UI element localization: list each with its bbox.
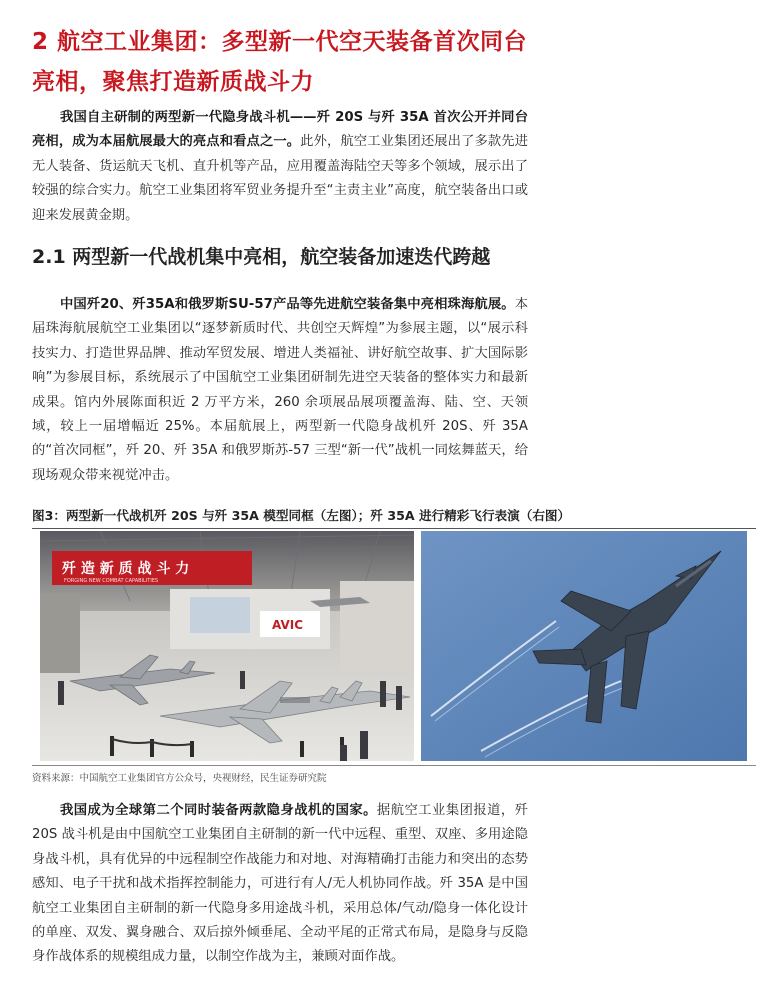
banner-title: 歼 造 新 质 战 斗 力 (62, 561, 190, 577)
intro-paragraph (32, 106, 528, 228)
figure-source: 资料来源：中国航空工业集团官方公众号，央视财经，民生证券研究院 (32, 765, 756, 784)
exhibition-body: 本届珠海航展航空工业集团以“逐梦新质时代、共创空天辉煌”为参展主题，以“展示科技实力、打造世界品牌、推动军贸发展、增进人类福祉、讲好航空故事、扩大国际影响”为参展目标，系统展示了中国航空工业集团研制先进空天装备的整体实力和最新成果。馆内外展陈面积近 2 万平方米，260 余项展品展项覆盖海、陆、空、天领域，较上一届增幅近 25%。本届航展上，两型新一代隐身战机歼 20S、歼 35A 的“首次同框”，歼 20、歼 35A 和俄罗斯苏-57 三型“新一代”战机一同炫舞蓝天，给现场观众带来视觉冲击。 (32, 297, 528, 483)
stealth-paragraph (32, 799, 528, 970)
flight-display-photo (421, 531, 747, 761)
exhibition-lead: 中国歼20、歼35A和俄罗斯SU-57产品等先进航空装备集中亮相珠海航展。 (60, 297, 515, 312)
intro-body: 此外，航空工业集团还展出了多款先进无人装备、货运航天飞机、直升机等产品，应用覆盖海陆空天等多个领域，展示出了较强的综合实力。航空工业集团将军贸业务提升至“主责主业”高度，航空装备出口或迎来发展黄金期。 (32, 134, 529, 223)
exhibition-hall-illustration (40, 531, 414, 761)
exhibition-paragraph (32, 293, 528, 488)
jet-in-flight-illustration (421, 531, 747, 761)
stealth-body: 据航空工业集团报道，歼 20S 战斗机是由中国航空工业集团自主研制的新一代中远程、重型、双座、多用途隐身战斗机，具有优异的中远程制空作战能力和对地、对海精确打击能力和突出的态势感知、电子干扰和战术指挥控制能力，可进行有人/无人机协同作战。歼 35A 是中国航空工业集团自主研制的新一代隐身多用途战斗机，采用总体/气动/隐身一体化设计的单座、双发、翼身融合、双后掠外倾垂尾、全动平尾的正常式布局，是隐身与反隐身作战体系的规模组成力量，以制空作战为主，兼顾对面作战。 (32, 803, 529, 965)
section-title: 2 航空工业集团：多型新一代空天装备首次同台亮相，聚焦打造新质战斗力 (32, 29, 528, 95)
exhibition-hall-photo (40, 531, 414, 761)
subsection-title: 2.1 两型新一代战机集中亮相，航空装备加速迭代跨越 (32, 246, 491, 268)
stealth-lead: 我国成为全球第二个同时装备两款隐身战机的国家。 (60, 803, 377, 818)
intro-lead: 我国自主研制的两型新一代隐身战斗机——歼 20S 与歼 35A 首次公开并同台亮相，成为本届航展最大的亮点和看点之一。 (32, 110, 528, 150)
banner-subtitle: FORGING NEW COMBAT CAPABILITIES (64, 578, 159, 584)
avic-logo: AVIC (272, 618, 304, 632)
figure-caption: 图3：两型新一代战机歼 20S 与歼 35A 模型同框（左图）；歼 35A 进行精彩飞行表演（右图） (32, 507, 756, 529)
